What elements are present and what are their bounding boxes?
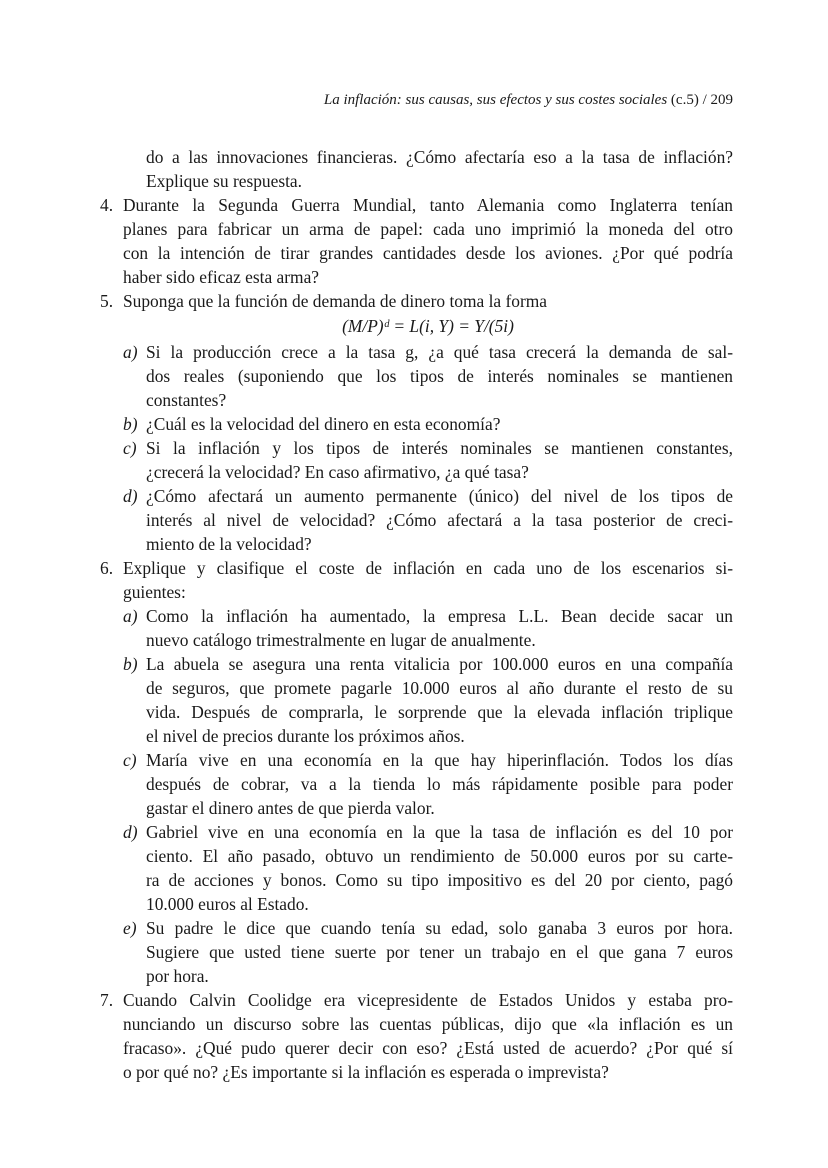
text-line: ¿Cómo afectará un aumento permanente (único) del nivel de los tipos de [146, 486, 733, 506]
question-label: 7. [100, 990, 114, 1010]
question [100, 193, 733, 289]
header-title: La inflación: sus causas, sus efectos y sus costes sociales [323, 92, 668, 108]
sub-question [100, 412, 733, 436]
question-label: c) [123, 438, 137, 458]
text-line: Su padre le dice que cuando tenía su edad, solo ganaba 3 euros por hora. [146, 918, 733, 938]
text-line: ra de acciones y bonos. Como su tipo impositivo es del 20 por ciento, pagó [146, 870, 733, 890]
sub-question [100, 748, 733, 820]
running-header [324, 92, 733, 109]
text-line: por hora. [146, 966, 209, 986]
question [100, 289, 733, 313]
question-label: a) [123, 606, 138, 626]
sub-question [100, 436, 733, 484]
text-line: después de cobrar, va a la tienda lo más rápidamente posible para poder [146, 774, 733, 794]
text-line: María vive en una economía en la que hay hiperinflación. Todos los días [146, 750, 733, 770]
question-continuation [100, 145, 733, 193]
question-label: d) [123, 486, 138, 506]
text-line: fracaso». ¿Qué pudo querer decir con eso? ¿Está usted de acuerdo? ¿Por qué sí [123, 1038, 733, 1058]
sub-question [100, 604, 733, 652]
header-separator: / [702, 92, 707, 108]
text-line: el nivel de precios durante los próximos años. [146, 726, 465, 746]
question-label: 6. [100, 558, 114, 578]
text-line: nunciando un discurso sobre las cuentas públicas, dijo que «la inflación es un [123, 1014, 733, 1034]
text-line: interés al nivel de velocidad? ¿Cómo afectará a la tasa posterior de creci- [146, 510, 733, 530]
text-line: Suponga que la función de demanda de dinero toma la forma [123, 291, 547, 311]
text-line: Explique su respuesta. [146, 171, 302, 191]
question-label: 5. [100, 291, 114, 311]
text-line: guientes: [123, 582, 186, 602]
question-label: b) [123, 414, 138, 434]
question [100, 988, 733, 1084]
text-line: do a las innovaciones financieras. ¿Cómo afectaría eso a la tasa de inflación? [146, 147, 733, 167]
text-line: constantes? [146, 390, 227, 410]
text-line: Durante la Segunda Guerra Mundial, tanto Alemania como Inglaterra tenían [123, 195, 733, 215]
question-label: b) [123, 654, 138, 674]
sub-question [100, 652, 733, 748]
text-line: Si la producción crece a la tasa g, ¿a qué tasa crecerá la demanda de sal- [146, 342, 733, 362]
sub-question [100, 916, 733, 988]
text-line: ¿Cuál es la velocidad del dinero en esta economía? [146, 414, 501, 434]
text-line: Explique y clasifique el coste de inflación en cada uno de los escenarios si- [123, 558, 733, 578]
text-line: nuevo catálogo trimestralmente en lugar de anualmente. [146, 630, 536, 650]
equation: (M/P)ᵈ = L(i, Y) = Y/(5i) [342, 316, 514, 336]
text-line: dos reales (suponiendo que los tipos de interés nominales se mantienen [146, 366, 733, 386]
text-line: Como la inflación ha aumentado, la empresa L.L. Bean decide sacar un [146, 606, 733, 626]
text-line: haber sido eficaz esta arma? [123, 267, 320, 287]
text-line: ciento. El año pasado, obtuvo un rendimiento de 50.000 euros por su carte- [146, 846, 733, 866]
text-line: gastar el dinero antes de que pierda valor. [146, 798, 435, 818]
text-line: Si la inflación y los tipos de interés nominales se mantienen constantes, [146, 438, 733, 458]
question-label: c) [123, 750, 137, 770]
sub-question [100, 484, 733, 556]
text-line: con la intención de tirar grandes cantidades desde los aviones. ¿Por qué podría [123, 243, 733, 263]
text-line: Gabriel vive en una economía en la que la tasa de inflación es del 10 por [146, 822, 733, 842]
text-line: La abuela se asegura una renta vitalicia por 100.000 euros en una compañía [146, 654, 733, 674]
text-line: miento de la velocidad? [146, 534, 312, 554]
text-line: Cuando Calvin Coolidge era vicepresidente de Estados Unidos y estaba pro- [123, 990, 733, 1010]
question-label: a) [123, 342, 138, 362]
question [100, 556, 733, 604]
sub-question [100, 340, 733, 412]
question-label: d) [123, 822, 138, 842]
text-line: 10.000 euros al Estado. [146, 894, 309, 914]
text-line: ¿crecerá la velocidad? En caso afirmativo, ¿a qué tasa? [146, 462, 529, 482]
question-label: e) [123, 918, 137, 938]
exercise-list [100, 145, 733, 1084]
sub-question [100, 820, 733, 916]
question-label: 4. [100, 195, 114, 215]
text-line: de seguros, que promete pagarle 10.000 euros al año durante el resto de su [146, 678, 733, 698]
page-number: 209 [710, 92, 733, 108]
text-line: Sugiere que usted tiene suerte por tener un trabajo en el que gana 7 euros [146, 942, 733, 962]
header-chapter: (c.5) [670, 92, 699, 108]
text-line: vida. Después de comprarla, le sorprende que la elevada inflación triplique [146, 702, 733, 722]
text-line: planes para fabricar un arma de papel: cada uno imprimió la moneda del otro [123, 219, 733, 239]
text-line: o por qué no? ¿Es importante si la inflación es esperada o imprevista? [123, 1062, 609, 1082]
